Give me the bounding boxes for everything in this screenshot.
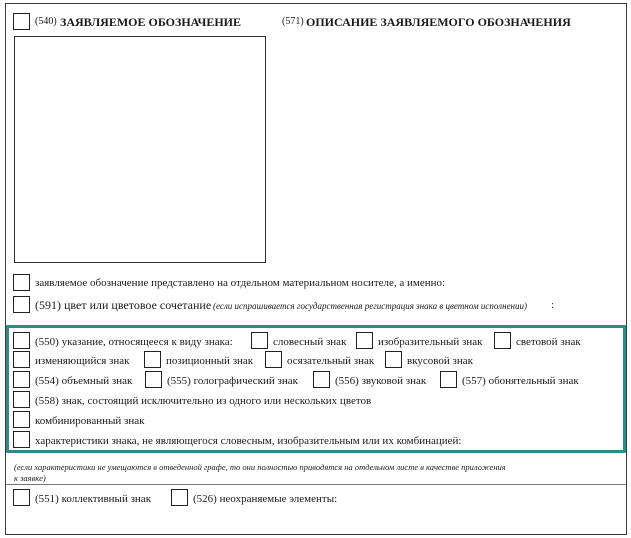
combined-mark-checkbox[interactable] [13,411,30,428]
type-550-label: (550) указание, относящееся к виду знака: [35,336,233,348]
footnote-line2: к заявке) [14,473,46,483]
changing-mark-checkbox[interactable] [13,351,30,368]
light-mark-label: световой знак [516,336,581,348]
colors-only-checkbox[interactable] [13,391,30,408]
light-mark-checkbox[interactable] [494,332,511,349]
unprotected-elements-label: (526) неохраняемые элементы: [193,493,338,505]
tactile-mark-checkbox[interactable] [265,351,282,368]
combined-mark-label: комбинированный знак [35,415,145,427]
figurative-mark-label: изобразительный знак [378,336,483,348]
olfactory-mark-checkbox[interactable] [440,371,457,388]
positional-mark-label: позиционный знак [166,355,254,367]
holographic-mark-label: (555) голографический знак [167,375,298,387]
material-carrier-checkbox[interactable] [13,274,30,291]
color-591-colon: : [551,299,555,311]
field-540-checkbox[interactable] [13,13,30,30]
volumetric-mark-label: (554) объемный знак [35,375,133,387]
field-571-code: (571) [282,16,304,27]
olfactory-mark-label: (557) обонятельный знак [462,375,579,387]
taste-mark-checkbox[interactable] [385,351,402,368]
unprotected-elements-checkbox[interactable] [171,489,188,506]
material-carrier-text: заявляемое обозначение представлено на отдельном материальном носителе, а именно: [35,277,446,289]
collective-mark-label: (551) коллективный знак [35,493,152,505]
designation-image-box[interactable] [14,36,266,263]
sound-mark-label: (556) звуковой знак [335,375,427,387]
characteristics-label: характеристики знака, не являющегося словесным, изобразительным или их комбинацией: [35,435,462,447]
volumetric-mark-checkbox[interactable] [13,371,30,388]
color-591-label: (591) цвет или цветовое сочетание [35,298,212,312]
bottom-divider [6,484,626,485]
colors-only-label: (558) знак, состоящий исключительно из одного или нескольких цветов [35,395,372,407]
verbal-mark-label: словесный знак [273,336,347,348]
positional-mark-checkbox[interactable] [144,351,161,368]
field-540-title: ЗАЯВЛЯЕМОЕ ОБОЗНАЧЕНИЕ [60,15,242,29]
changing-mark-label: изменяющийся знак [35,355,130,367]
figurative-mark-checkbox[interactable] [356,332,373,349]
color-591-checkbox[interactable] [13,296,30,313]
field-540-code: (540) [35,16,57,27]
characteristics-checkbox[interactable] [13,431,30,448]
taste-mark-label: вкусовой знак [407,355,473,367]
sound-mark-checkbox[interactable] [313,371,330,388]
type-550-checkbox[interactable] [13,332,30,349]
footnote-line1: (если характеристики не умещаются в отведенной графе, то они полностью приводятся на отдельном листе в качестве приложения [14,462,506,472]
color-591-hint: (если испрашивается государственная регистрация знака в цветном исполнении) [213,301,528,311]
tactile-mark-label: осязательный знак [287,355,375,367]
verbal-mark-checkbox[interactable] [251,332,268,349]
field-571-title: ОПИСАНИЕ ЗАЯВЛЯЕМОГО ОБОЗНАЧЕНИЯ [306,15,571,29]
holographic-mark-checkbox[interactable] [145,371,162,388]
collective-mark-checkbox[interactable] [13,489,30,506]
